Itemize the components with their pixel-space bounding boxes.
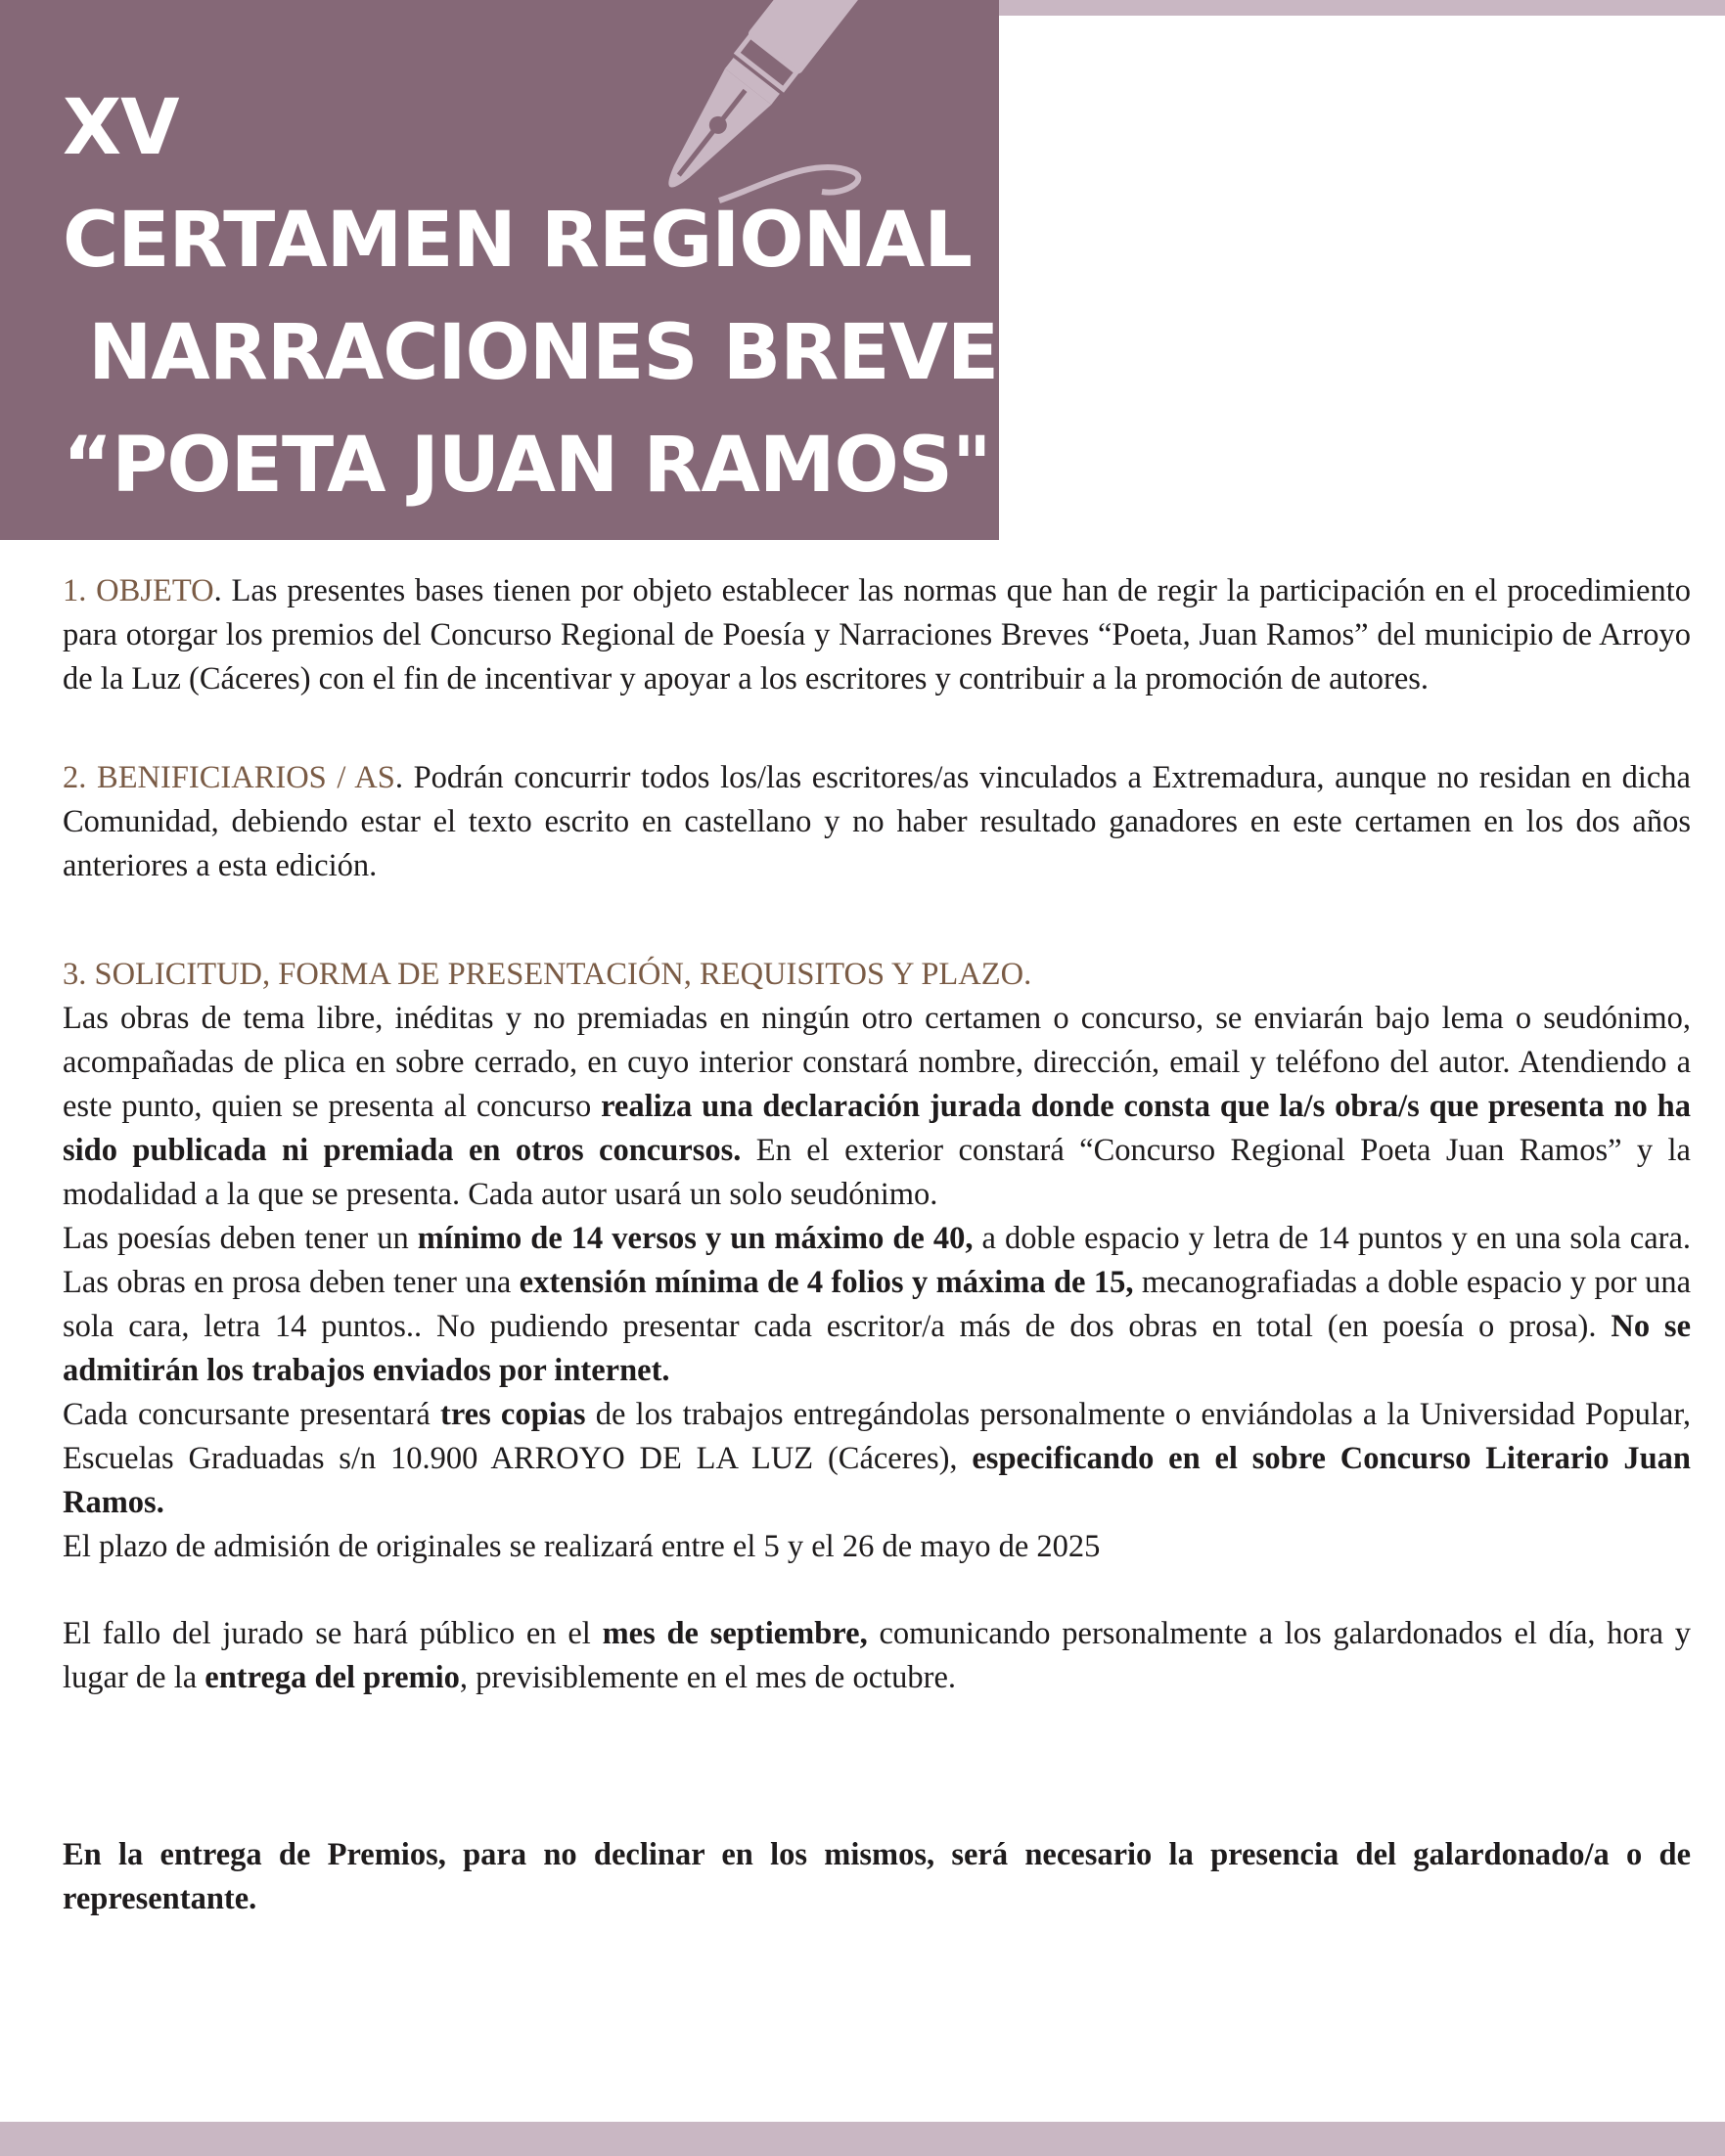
closing-note [63,1833,1691,1921]
bold-text: realiza una declaración jurada donde consta que la/s obra/s que presenta no ha sido publicada ni premiada en otros concursos. [63,1089,1691,1168]
bold-text: extensión mínima de 4 folios y máxima de 15, [519,1265,1134,1300]
bold-text: En la entrega de Premios, para no declinar en los mismos, será necesario la presencia del galardonado/a o de representante. [63,1837,1691,1916]
title-line: CERTAMEN REGIONAL DE [63,197,1112,285]
bold-text: mínimo de 14 versos y un máximo de 40, [417,1221,974,1256]
section-objeto [63,569,1691,701]
text-run: Las obras de tema libre, inéditas y no premiadas en ningún otro certamen o concurso, se enviarán bajo lema o seudónimo, acompañadas de plica en sobre cerrado, en cuyo interior constará nombre, dirección, email y teléfono del autor. Atendiendo a este punto, quien se presenta al concurso [63,1001,1691,1124]
bold-text: entrega del premio [204,1660,460,1695]
section-text: . Las presentes bases tienen por objeto establecer las normas que han de regir la participación en el procedimiento para otorgar los premios del Concurso Regional de Poesía y Narraciones Breves “Poeta, Juan Ramos” del municipio de Arroyo de la Luz (Cáceres) con el fin de incentivar y apoyar a los escritores y contribuir a la promoción de autores. [63,573,1691,696]
document-body [63,569,1691,1921]
section-heading: 2. BENIFICIARIOS / AS [63,760,395,795]
title-line: “POETA JUAN RAMOS" [63,422,991,510]
section-heading: 1. OBJETO [63,573,214,608]
bold-text: No se admitirán los trabajos enviados por internet. [63,1309,1692,1388]
paragraph [63,1612,1691,1700]
top-accent-stripe [999,0,1725,16]
bold-text: tres copias [440,1397,586,1432]
bold-text: mes de septiembre, [602,1616,868,1651]
title-line: NARRACIONES BREVES [63,309,1053,397]
text-run: Las poesías deben tener un [63,1221,418,1256]
section-solicitud [63,953,1691,1700]
text-run: mecanografiadas a doble espacio y por una sola cara, letra 14 puntos.. No pudiendo presentar cada escritor/a más de dos obras en total (en poesía o prosa). [63,1265,1692,1344]
text-run: Cada concursante presentará [63,1397,440,1432]
paragraph [63,997,1691,1217]
paragraph [63,1217,1691,1393]
bottom-accent-stripe [0,2122,1725,2156]
section-heading: 3. SOLICITUD, FORMA DE PRESENTACIÓN, REQUISITOS Y PLAZO. [63,957,1032,992]
text-run: El fallo del jurado se hará público en el [63,1616,603,1651]
paragraph: El plazo de admisión de originales se realizará entre el 5 y el 26 de mayo de 2025 [63,1529,1101,1564]
text-run: de los trabajos entregándolas personalmente o enviándolas a la Universidad Popular, Escuelas Graduadas s/n 10.900 ARROYO DE LA LUZ (Cáceres), [63,1397,1691,1476]
text-run: , previsiblemente en el mes de octubre. [459,1660,957,1695]
text-run: comunicando personalmente a los galardonados el día, hora y lugar de la [63,1616,1691,1695]
text-run: a doble espacio y letra de 14 puntos y en una sola cara. Las obras en prosa deben tener una [63,1221,1692,1300]
header-band [0,0,1112,540]
text-run: En el exterior constará “Concurso Regional Poeta Juan Ramos” y la modalidad a la que se presenta. Cada autor usará un solo seudónimo. [63,1133,1691,1212]
section-beneficiarios [63,756,1691,888]
page-title [63,72,1111,522]
paragraph [63,1393,1691,1525]
section-text: . Podrán concurrir todos los/las escritores/as vinculados a Extremadura, aunque no residan en dicha Comunidad, debiendo estar el texto escrito en castellano y no haber resultado ganadores en este certamen en los dos años anteriores a esta edición. [63,760,1691,883]
title-line: XV [63,84,179,172]
bold-text: especificando en el sobre Concurso Literario Juan Ramos. [63,1441,1691,1520]
